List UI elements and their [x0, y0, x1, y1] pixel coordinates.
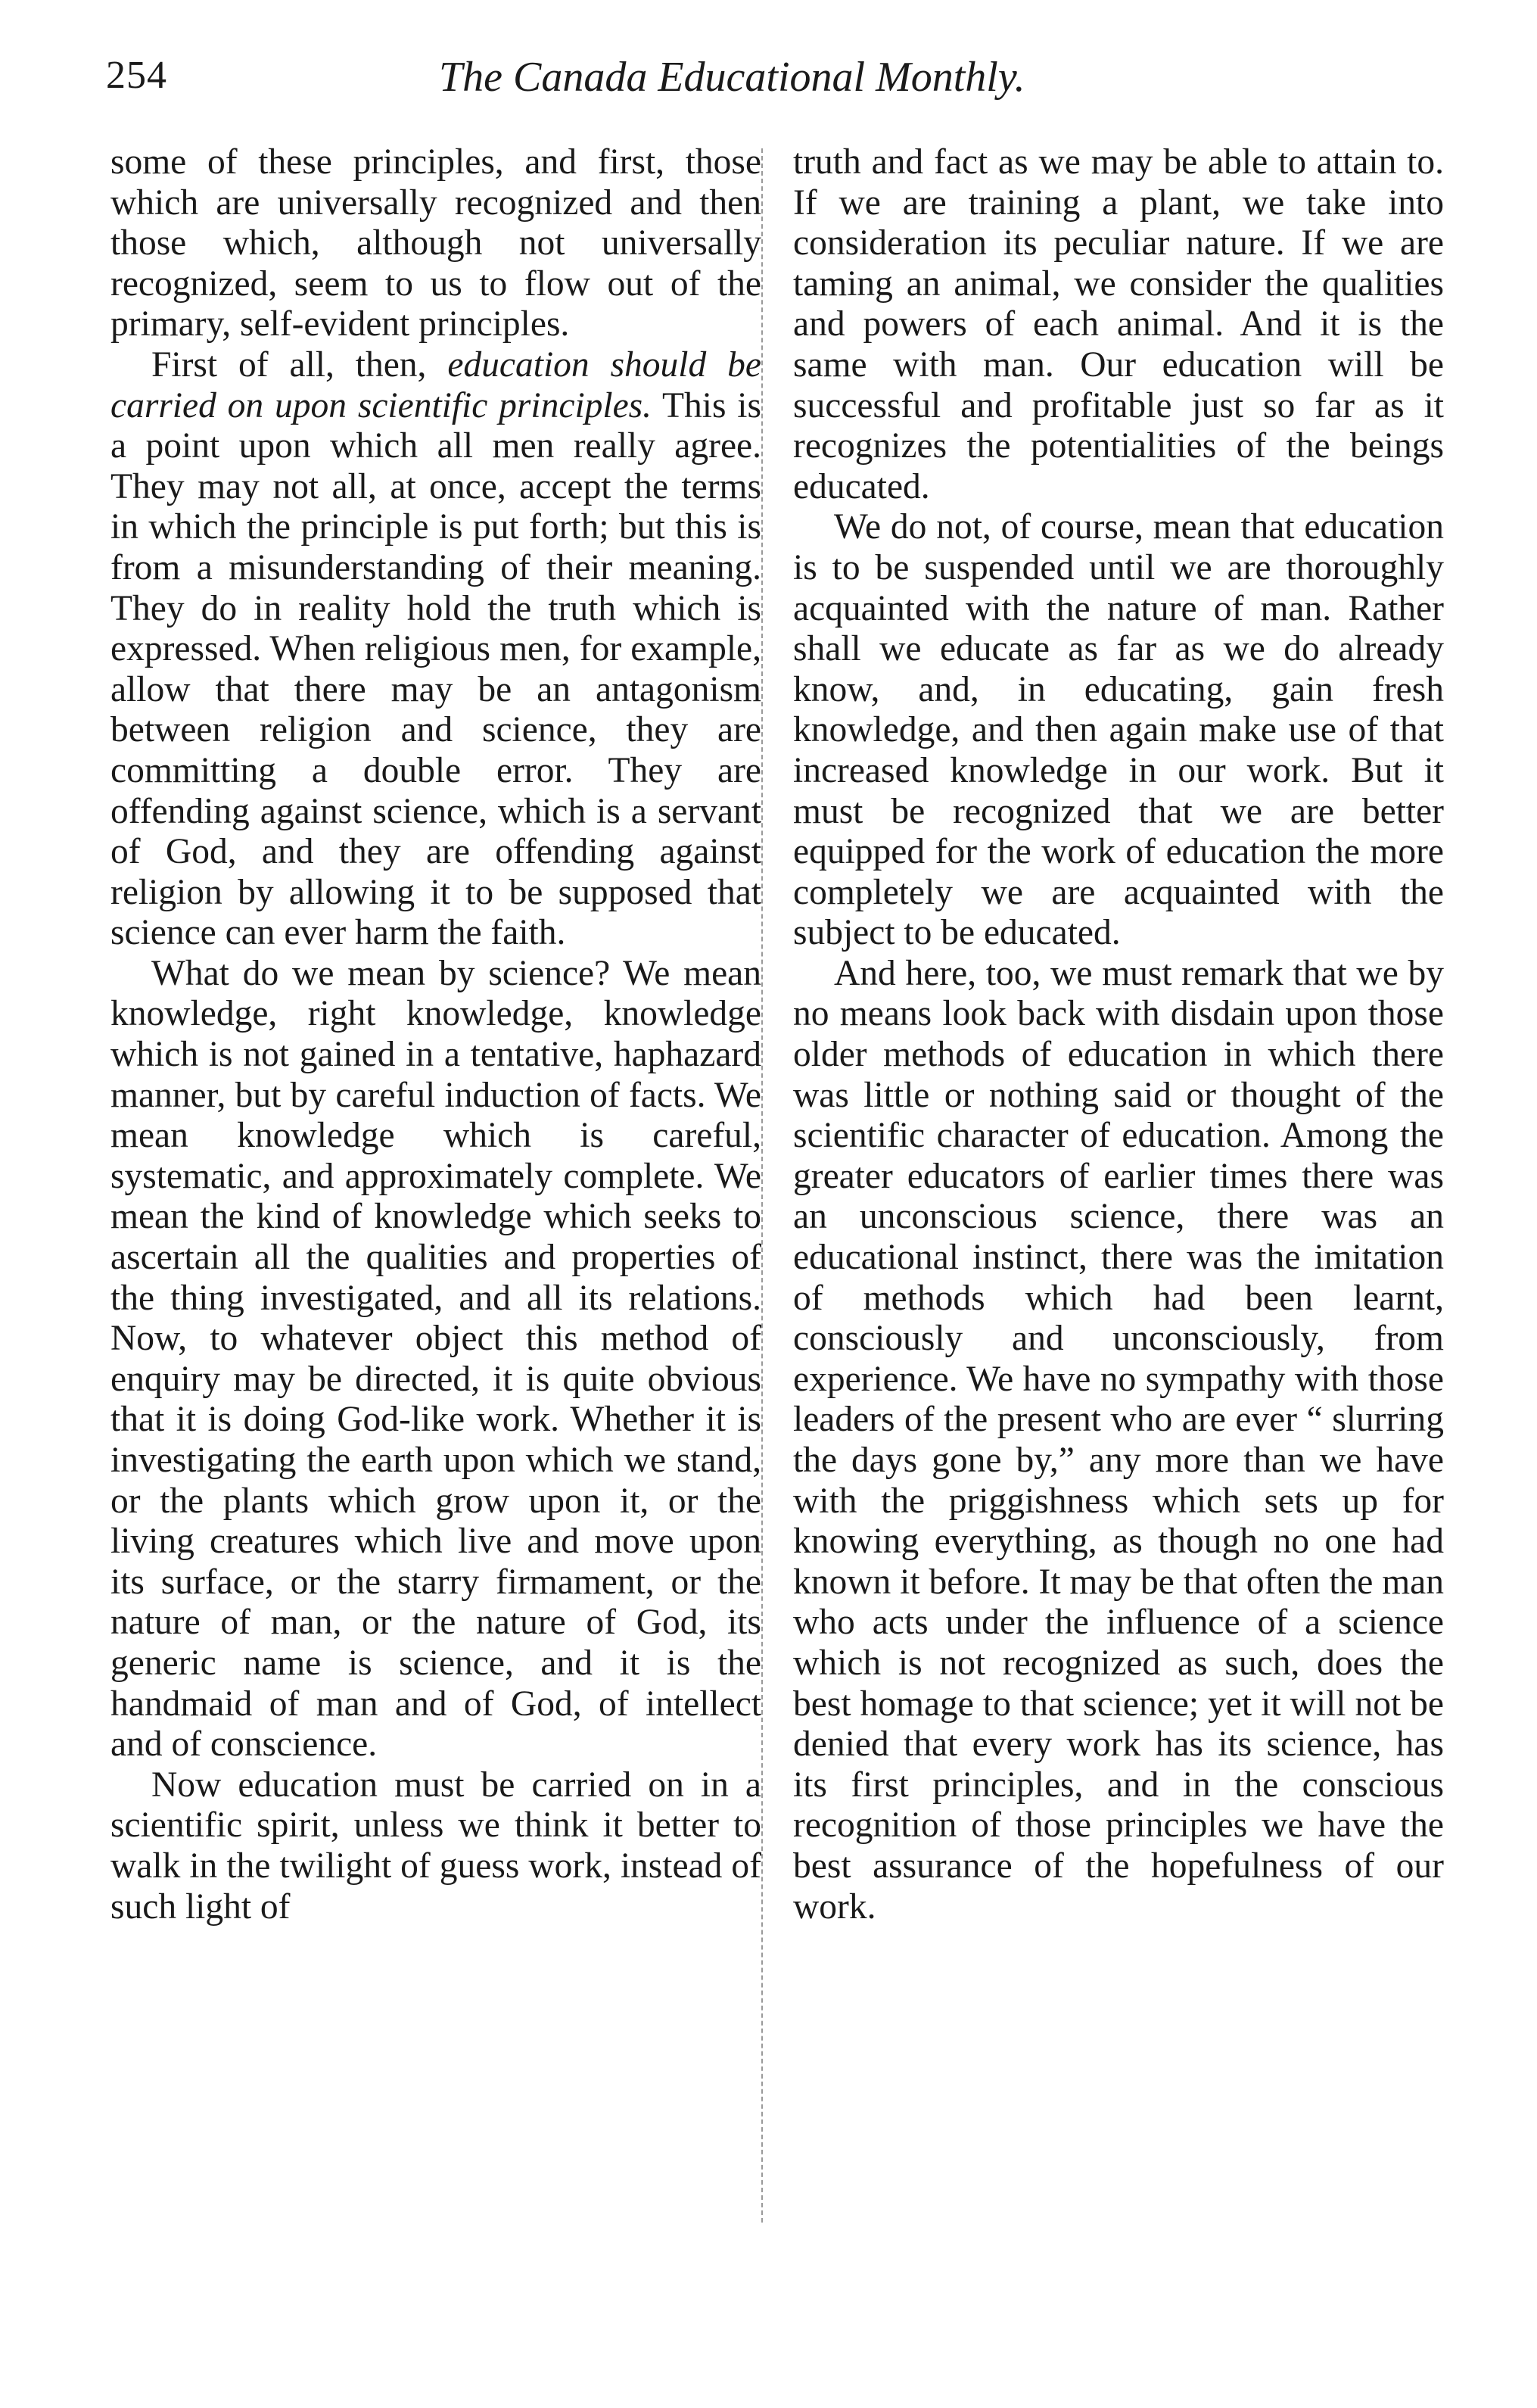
left-paragraph-2-lead: First of all, then,	[151, 344, 448, 385]
running-head	[106, 53, 1438, 114]
column-rule	[761, 148, 763, 2223]
left-paragraph-1: some of these principles, and first, those which are universally recognized and then those which, although not universally recognized, seem to us to flow out of the primary, self-evident principles.	[110, 142, 761, 344]
left-paragraph-4: Now education must be carried on in a scientific spirit, unless we think it better to walk in the twilight of guess work, instead of such light of	[110, 1765, 761, 1927]
journal-title: The Canada Educational Monthly.	[439, 54, 1025, 101]
left-paragraph-2-rest: This is a point upon which all men really agree. They may not all, at once, accept the terms in which the principle is put forth; but this is from a misunderstanding of their meaning. They do in reality hold the truth which is expressed. When religious men, for example, allow that there may be an antagonism between religion and science, they are committing a double error. They are offending against science, which is a servant of God, and they are offending against religion by allowing it to be supposed that science can ever harm the faith.	[110, 385, 761, 953]
right-paragraph-1: truth and fact as we may be able to attain to. If we are training a plant, we take into consideration its peculiar nature. If we are taming an animal, we consider the qualities and powers of each animal. And it is the same with man. Our education will be successful and profitable just so far as it recognizes the potentialities of the beings educated.	[793, 142, 1444, 506]
page-number: 254	[106, 54, 167, 97]
left-column	[110, 142, 761, 1927]
left-paragraph-2-italic: education should be carried on upon scientific principles.	[110, 344, 761, 425]
right-paragraph-2: We do not, of course, mean that education is to be suspended until we are thoroughly acquainted with the nature of man. Rather shall we educate as far as we do already know, and, in educating, gain fresh knowledge, and then again make use of that increased knowledge in our work. But it must be recognized that we are better equipped for the work of education the more completely we are acquainted with the subject to be educated.	[793, 507, 1444, 953]
right-paragraph-3: And here, too, we must remark that we by no means look back with disdain upon those older methods of education in which there was little or nothing said or thought of the scientific character of education. Among the greater educators of earlier times there was an unconscious science, there was an educational instinct, there was the imitation of methods which had been learnt, consciously and unconsciously, from experience. We have no sympathy with those leaders of the present who are ever “ slurring the days gone by,” any more than we have with the priggishness which sets up for knowing everything, as though no one had known it before. It may be that often the man who acts under the influence of a science which is not recognized as such, does the best homage to that science; yet it will not be denied that every work has its science, has its first principles, and in the conscious recognition of those principles we have the best assurance of the hopefulness of our work.	[793, 953, 1445, 1927]
left-paragraph-3: What do we mean by science? We mean knowledge, right knowledge, knowledge which is not gained in a tentative, haphazard manner, but by careful induction of facts. We mean knowledge which is careful, systematic, and approximately complete. We mean the kind of knowledge which seeks to ascertain all the qualities and properties of the thing investigated, and all its relations. Now, to whatever object this method of enquiry may be directed, it is quite obvious that it is doing God-like work. Whether it is investigating the earth upon which we stand, or the plants which grow upon it, or the living creatures which live and move upon its surface, or the starry firmament, or the nature of man, or the nature of God, its generic name is science, and it is the handmaid of man and of God, of intellect and of conscience.	[110, 953, 761, 1765]
right-column	[793, 142, 1444, 1927]
left-paragraph-2	[110, 345, 761, 954]
